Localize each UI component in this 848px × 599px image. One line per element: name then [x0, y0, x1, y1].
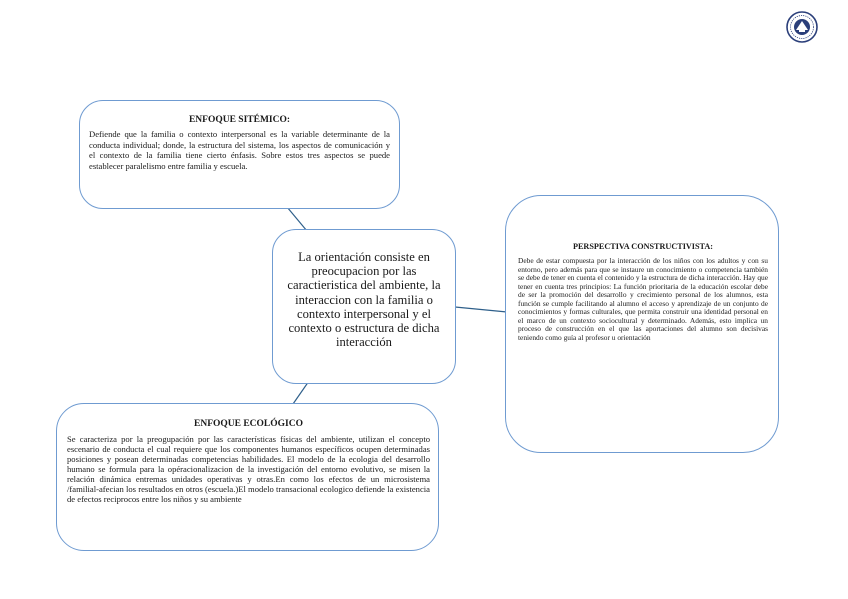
perspectiva-constructivista-text: Debe de estar compuesta por la interacción de los niños con los adultos y con su entorno, pero además para que se instaure un conocimiento o competencia también se debe de tener en cuenta el contenido y la estructura de dicha interacción. Hay que tener en cuenta tres principios: La función prioritaria de la educación escolar debe de ser la promoción del desarrollo y crecimiento personal de los alumnos, esta función se cumple facilitando al alumno el acceso y aprendizaje de un conjunto de conocimientos y formas culturales, que permita construir una identidad personal en el marco de un contexto sociocultural y determinado. Además, esto implica un proceso de construcción en el que las aportaciones del alumno son decisivas teniendo como guía al profesor u orientación: [518, 256, 768, 342]
connector-sistemico: [287, 207, 307, 231]
enfoque-sistemico-box: [79, 100, 400, 209]
enfoque-ecologico-text: Se caracteriza por la preogupación por las características físicas del ambiente, utilizan el concepto escenario de conducta el cual requiere que los componentes humanos específicos ocupen determinadas posiciones y posean determinadas competencias habilidades. El modelo de la ecologia del desarrollo humano se formula para la opéracionalizacion de la investigación del entorno evolutivo, se misen la relación dinámica entremas unidades operativas y otras.En como los efectos de un microsistema /familial-afecian los resultados en otros (escuela.)El modelo transacional ecologico defiende la existencia de efectos reciprocos entre los niños y su ambiente: [67, 434, 430, 504]
university-seal-icon: [786, 11, 818, 43]
perspectiva-constructivista-title: PERSPECTIVA CONSTRUCTIVISTA:: [572, 242, 714, 251]
enfoque-sistemico-text: Defiende que la familia o contexto interpersonal es la variable determinante de la conducta individual; donde, la estructura del sistema, los aspectos de comunicación y el contexto de la familia tiene cierto énfasis. Sobre estos tres aspectos se puede establecer paralelismo entre familia y escuela.: [89, 129, 390, 171]
enfoque-ecologico-box: [56, 403, 439, 551]
enfoque-ecologico-title: ENFOQUE ECOLÓGICO: [194, 419, 303, 429]
central-concept-text: La orientación consiste en preocupacion por las caractieristica del ambiente, la interaccion con la familia o contexto interpersonal y el contexto o estructura de dicha interacción: [287, 250, 441, 350]
enfoque-sistemico-title: ENFOQUE SITÉMICO:: [188, 115, 291, 125]
central-concept-box: [272, 229, 456, 384]
connector-constructivista: [455, 307, 507, 312]
perspectiva-constructivista-box: [505, 195, 779, 453]
